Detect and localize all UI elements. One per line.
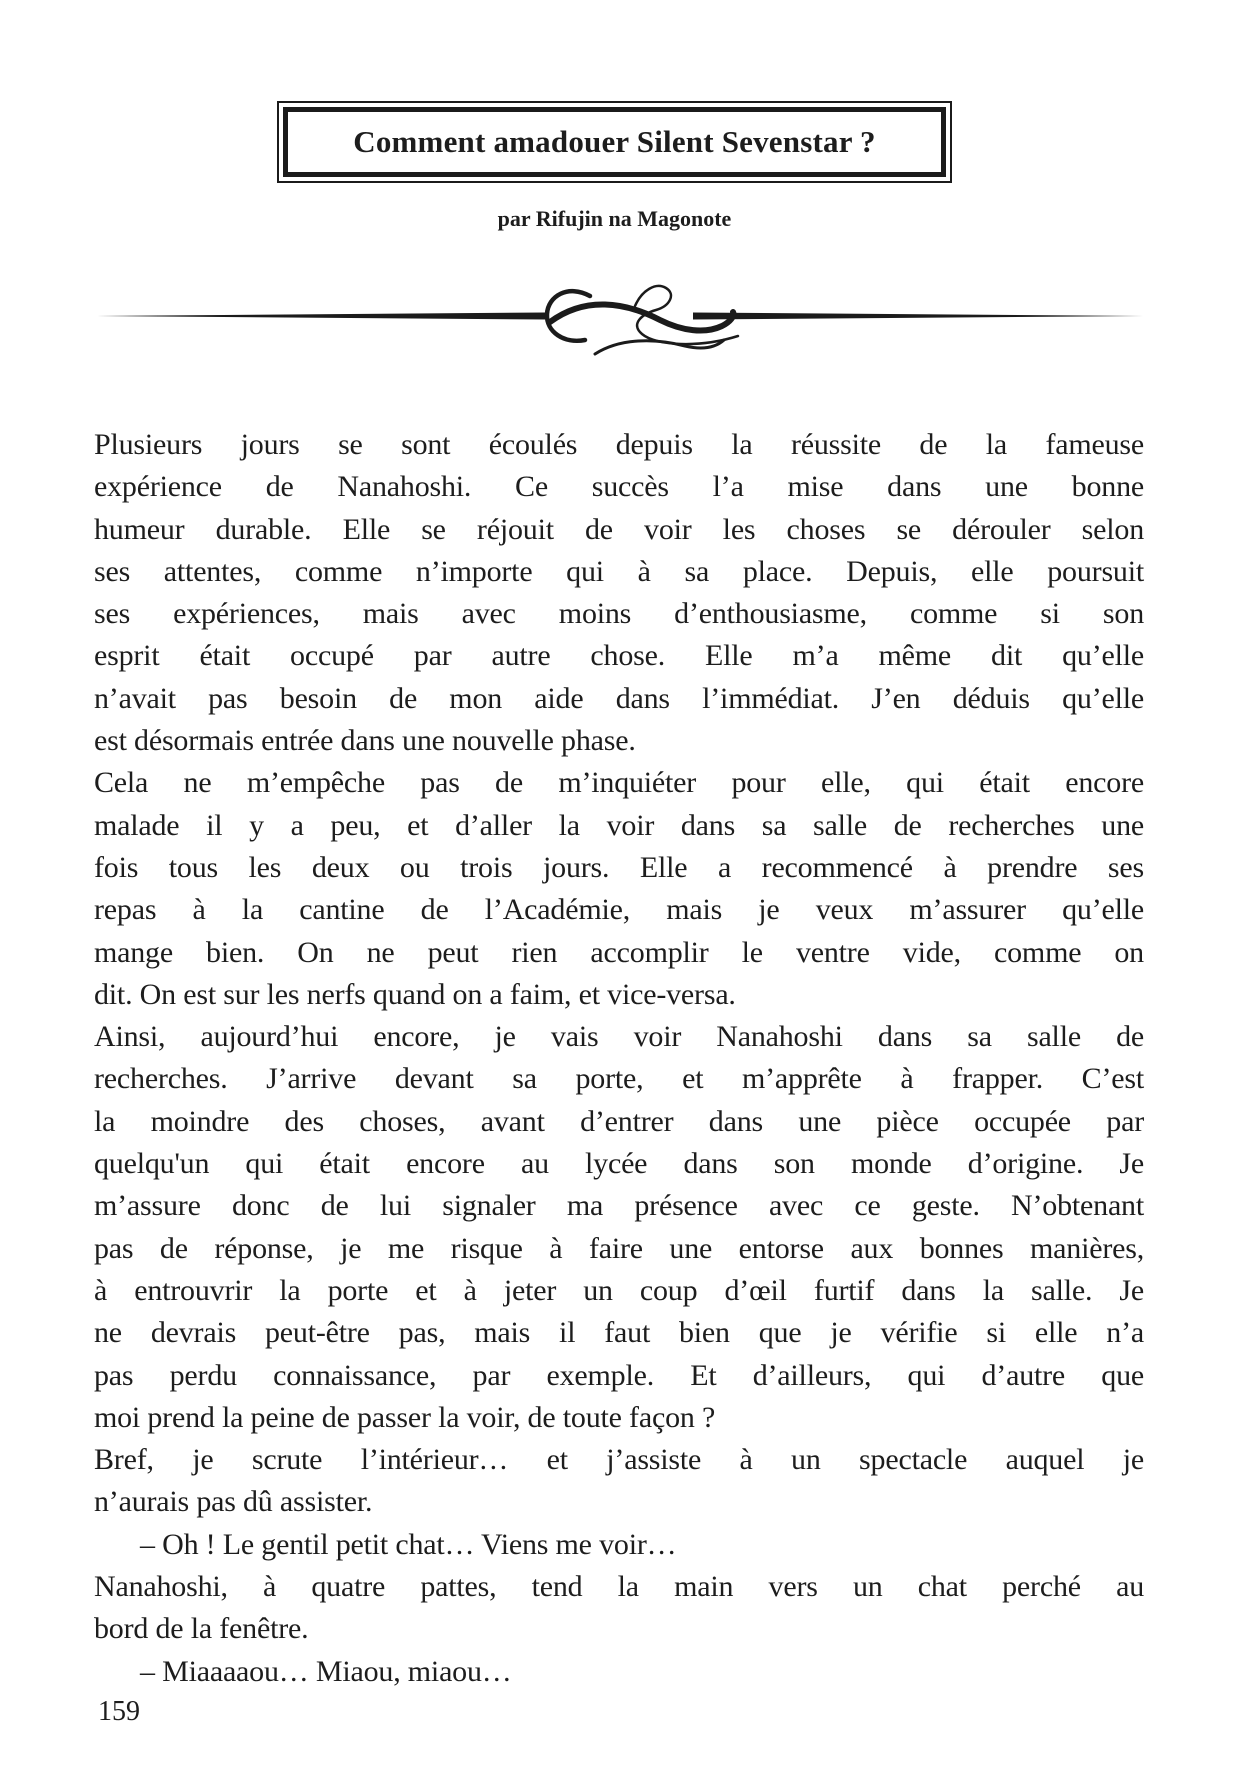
body-line: expérience de Nanahoshi. Ce succès l’a mise dans une bonne: [94, 470, 1144, 504]
body-line: fois tous les deux ou trois jours. Elle a recommencé à prendre ses: [94, 850, 1144, 884]
calligraphy-swirl: [547, 286, 738, 354]
body-line: malade il y a peu, et d’aller la voir dans sa salle de recherches une: [94, 808, 1144, 842]
body-line: la moindre des choses, avant d’entrer dans une pièce occupée par: [94, 1104, 1144, 1138]
body-line: – Miaaaaou… Miaou, miaou…: [140, 1654, 512, 1688]
body-line: mange bien. On ne peut rien accomplir le ventre vide, comme on: [94, 935, 1144, 969]
body-line: quelqu'un qui était encore au lycée dans son monde d’origine. Je: [94, 1147, 1144, 1181]
body-text: [94, 424, 1144, 1693]
body-line: repas à la cantine de l’Académie, mais je veux m’assurer qu’elle: [94, 893, 1144, 927]
body-line: Cela ne m’empêche pas de m’inquiéter pour elle, qui était encore: [94, 766, 1144, 800]
body-line: ne devrais peut-être pas, mais il faut bien que je vérifie si elle n’a: [94, 1316, 1144, 1350]
body-line: n’aurais pas dû assister.: [94, 1485, 373, 1519]
body-line: pas de réponse, je me risque à faire une entorse aux bonnes manières,: [94, 1231, 1144, 1265]
body-line: à entrouvrir la porte et à jeter un coup d’œil furtif dans la salle. Je: [94, 1273, 1144, 1307]
body-line: – Oh ! Le gentil petit chat… Viens me voir…: [140, 1527, 677, 1561]
body-line: esprit était occupé par autre chose. Elle m’a même dit qu’elle: [94, 639, 1144, 673]
body-line: m’assure donc de lui signaler ma présence avec ce geste. N’obtenant: [94, 1189, 1144, 1223]
body-line: dit. On est sur les nerfs quand on a faim, et vice-versa.: [94, 977, 736, 1011]
body-line: ses attentes, comme n’importe qui à sa place. Depuis, elle poursuit: [94, 554, 1144, 588]
body-line: Ainsi, aujourd’hui encore, je vais voir Nanahoshi dans sa salle de: [94, 1020, 1144, 1054]
body-line: n’avait pas besoin de mon aide dans l’immédiat. J’en déduis qu’elle: [94, 681, 1144, 715]
body-line: recherches. J’arrive devant sa porte, et m’apprête à frapper. C’est: [94, 1062, 1144, 1096]
body-line: Nanahoshi, à quatre pattes, tend la main vers un chat perché au: [94, 1570, 1144, 1604]
body-line: pas perdu connaissance, par exemple. Et d’ailleurs, qui d’autre que: [94, 1358, 1144, 1392]
chapter-title-box: [277, 101, 952, 183]
body-line: est désormais entrée dans une nouvelle phase.: [94, 724, 636, 758]
page-number: 159: [98, 1696, 140, 1727]
body-line: bord de la fenêtre.: [94, 1612, 309, 1646]
divider-right-rule: [693, 313, 1143, 320]
chapter-title: Comment amadouer Silent Sevenstar ?: [353, 124, 876, 159]
body-line: Bref, je scrute l’intérieur… et j’assiste à un spectacle auquel je: [94, 1443, 1144, 1477]
body-line: Plusieurs jours se sont écoulés depuis la réussite de la fameuse: [94, 428, 1144, 461]
chapter-title-box-inner-rule: [283, 107, 946, 177]
divider-left-rule: [97, 313, 545, 320]
author-byline: par Rifujin na Magonote: [497, 206, 732, 231]
body-line: ses expériences, mais avec moins d’enthousiasme, comme si son: [94, 597, 1144, 631]
body-line: moi prend la peine de passer la voir, de toute façon ?: [94, 1400, 716, 1434]
divider-flourish-icon: [90, 276, 1150, 368]
body-line: humeur durable. Elle se réjouit de voir les choses se dérouler selon: [94, 512, 1144, 546]
